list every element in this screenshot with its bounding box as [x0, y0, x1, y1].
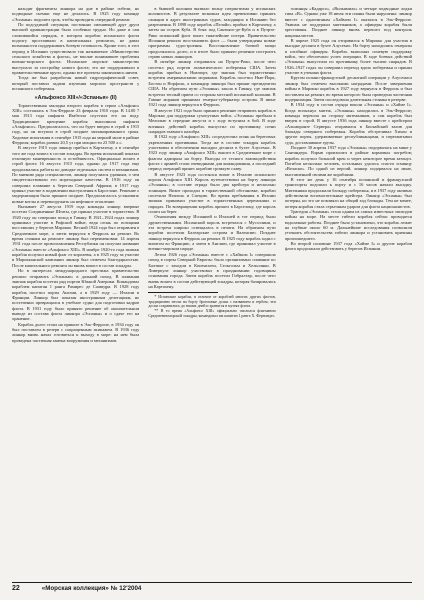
- paragraph: Тогда же был разработан новый гидрографический совет, который поставил задачи изучения морских пространств у испанского побережья.: [12, 75, 140, 92]
- footnote-divider: [148, 292, 218, 293]
- paragraph: Летом 1926 года «Эспанья» вместе с «Хаймом I» совершила поход в порты Северной Европы: было организовано плавание по Балтике с заходом в Копенгаген, Стокгольм и Хельсинки. В Ливерпуле линкор участвовал в праздновании годовщины основания города. Затем корабль посетил Гибралтар, после чего вновь вошел в состав действующей эскадры, которая базировалась на Картахену.: [148, 251, 276, 289]
- paragraph: В августе 1923 года состоялся визит в Италию испанского короля Альфонсо XIII. Король путешествовал на борту линкора «Эспанья»; в составе отряда было два крейсера и несколько эсминцев. Визит проходил в торжественной обстановке, корабли посетили Неаполь и Специю. Во время пребывания в Италии экипаж принимал участие в торжественных церемониях и парадах. По возвращении корабль пришел в Барселону, где король сошел на берег.: [148, 171, 276, 215]
- paragraph: Но в интересах международного престижа правительство решило отправить «Эспанью» в дальний поход. В плавании экипаж корабля посетил ряд портов Южной Америки. Командовал кораблем капитан 1 ранга Рамирес де Сааведра. В 1928 году корабль посетил порты Англии, а в 1929 году — Италии и Франции. Линкор был показан иностранным делегациям, но постепенно превращался в учебное судно для подготовки кадров флота. В 1931 году было принято решение об окончательном выводе из состава флота линкора «Эспанья» и о сдаче его на хранение.: [12, 268, 140, 322]
- footnote: ** В то время «Альфонсо XIII» официально числился флагманом Средиземноморской эскадры; командовал им капитан 1 ранга Х. Фернандес.: [148, 309, 276, 318]
- column-3: [285, 6, 412, 578]
- paragraph: в бывшей колонии вызвало волну патриотизма у испанских колонистов. В результате возникла идея превентивно принять санкции в адрес иностранных судов, заходящих в Испанию без разрешения. В 1898 году корабль «Пелайо» прибыл в Картахену, а затем на остров Куба. В боях под Сантьяго-де-Куба и в Пуэрто-Рико испанский флот понес тяжелейшие потери. Правительство Испании решило восстановить флот — были утверждены новые программы судостроения. Восстановление боевой мощи продолжалось долго, и в итоге было принято решение построить серию новых линкоров.: [148, 6, 276, 60]
- paragraph: находят фрагменты линкора на дне в районе гибели, но подводные съемки еще не делались. В 1925 году команде «Эспаньи» подошел срок, чтобы проводить очередной ремонт.: [12, 6, 140, 22]
- article-body: [12, 6, 412, 578]
- paragraph: В октябре линкор отправился на Пуэрто-Рико, после чего посетил ряд портов атлантического побережья США. Затем корабль прибыл в Ньюпорт, где экипаж был торжественно встречен американскими моряками. Корабль посетил Нью-Йорк, Бостон и Норфолк, а командир линкора был принят президентом США. На обратном пути «Эспанья» зашла в Гавану, где экипаж встретил теплый прием со стороны местной испанской колонии. В Гаване моряков принимал генерал-губернатор острова. В июне 1921 года линкор вернулся в Ферроль.: [148, 59, 276, 108]
- column-1: [12, 6, 139, 578]
- paragraph: Корабль долго стоял на приколе в Эль-Ферроле, в 1934 году он был поставлен в резерв с сокращенным экипажем. В 1936 году линкор вновь начал готовиться к выходу в море: на нем была проведена частичная замена вооружения и механизмов.: [12, 321, 140, 343]
- paragraph: Позднее 30 апреля 1937 года «Эспанья» подорвалась на мине у Сантандера. Взрыв произошел в районе кормовых погребов; корабль получил большой крен и через некоторое время затонул. Погибли несколько человек, остальных удалось спасти эсминцу «Веласко». По одной из версий, линкор подорвался на мине, выставленной своими же кораблями.: [284, 144, 412, 177]
- paragraph: Отношения между Испанией и Италией в тот период были дружественными. Испанский король встречался с Муссолини, и эта встреча широко освещалась в печати. На обратном пути корабли посетили Балеарские острова и Валенсию. Позднее линкор вернулся в Ферроль на ремонт. В 1925 году корабль ходил с визитом во Францию, а затем в Англию, где принимал участие в военно-морском параде.: [148, 214, 276, 252]
- section-heading: «Альфонсо XIII»/«Эспанья» (II): [34, 94, 117, 101]
- paragraph: Трагедия «Эспаньи» стала одним из самых известных эпизодов войны на море. На месте гибели корабля сейчас проводятся водолазные работы. Позднее было установлено, что корабль лежит на глубине около 60 м. Дальнейшие исследования позволили уточнить обстоятельства гибели линкора и установить причины произошедшего.: [284, 209, 412, 241]
- paragraph: В этот же день у 16 сентября испанский и французский транспорты подошли к порту и с 16 часов начали высадку. Мятежники продолжали блокаду побережья, и в 1937 году активно действовали вспомогательные крейсера. Линкор «Эспанья» был потерян, но это не повлияло на общий ход блокады. Тем не менее, потеря корабля стала серьезным ударом для флота националистов.: [284, 177, 412, 209]
- paragraph: Во второй половине 1937 года «Хайме I» и другие корабли флота продолжали действовать у берегов Испании.: [284, 241, 412, 252]
- paragraph: В 1934 году в состав отряда вошли «Эспанья» и «Хайме I». Когда вспыхнул мятеж, «Эспанья» находилась в Эль-Ферроле; команда перешла на сторону мятежников, а сам корабль был введен в строй. В августе 1936 года линкор вместе с крейсером «Альмиранте Сервера» отправился в Бискайский залив для блокады северного побережья. Корабль обстреливал Хихон и другие порты, удерживаемые республиканцами, и перехватывал суда, доставлявшие грузы.: [284, 102, 412, 145]
- paragraph: В августе 1915 года линкор прибыл в Картахену, а в сентябре того же года вошел в состав эскадры. Во время испытаний показал отличную маневренность и остойчивость. Официально вошел в строй флота 16 августа 1915 года, однако до 1917 года еще продолжались работы по доводке отдельных систем и механизмов. По мнению ряда специалистов, линкор получился удачным, о чем свидетельствовали его мореходные качества. В 1916 году он совершил плавание к берегам Северной Африки; в 1917 году принял участие в подавлении выступления в Барселоне. Решение о модернизации было принято позднее. Предполагалось установить новые котлы и перевооружить на нефтяное отопление.: [12, 145, 140, 204]
- paragraph: В 1922 году «Альфонсо XIII» сосредоточил огонь на береговых укреплениях противника. Тогда же в составе эскадры корабль участвовал в обеспечении высадки десанта в бухте Алусемас. В 1923 году линкор «Альфонсо XIII» вышел в Средиземное море с флагом адмирала на борту. Выгоды от тесного взаимодействия флота с армией стали очевидными для командования, а последний период операций принес кораблю громкую славу.: [148, 134, 276, 172]
- paragraph: Кругом испано-французской десантной операции у Алусемаса линкор был отмечен высокими наградами. После завершения войны в Марокко корабль в 1927 году вернулся в Ферроль и был поставлен на ремонт, во время которого была проведена частичная модернизация. Затем последовала длительная стоянка в резерве.: [284, 75, 412, 102]
- paragraph: Вызывает 27 августа 1919 года команды линкор впервые посетил Соединенные Штаты, где принял участие в торжествах. В 1920 году он совершил поход в Гавану. В 1921–1924 годах линкор принимал участие в Рифской войне, ведя огонь по позициям восставших у берегов Марокко. Весной 1924 года был отправлен в Средиземное море, а затем вернулся в Ферроль на ремонт. Во время стоянки на ремонте линкор был переименован: 14 апреля 1931 года после провозглашения Республики он получил название «Эспанья» вместо «Альфонсо XIII». В ноябре 1920-го года экипаж корабля получил новый флаг от королевы, а в 1925 году за участие в Марокканской кампании линкор был отмечен благодарностью. После капитального ремонта он вновь вошел в состав эскадры.: [12, 204, 140, 268]
- paragraph: Торжественная закладка второго корабля в серии «Альфонсо XIII» состоялась в Эль-Ферроле 23 февраля 1910 года. В 14.00 7 мая 1913 года инфанта Изабелла спустила его на воду. Традиционное крещение корабля выполнила инфанта «Альфонсо». Предполагалось, что он будет введен в строй в 1915 году, но он вступил в строй позднее запланированного срока. Ходовые испытания в сентябре 1915 года на мерной миле в районе Ферроля; корабль развил 20,5 уз при мощности 23 500 л.с.: [12, 102, 140, 145]
- page-number: 22: [12, 585, 20, 592]
- paragraph: В апреле 1925 года он отправился в Марокко для участия в высадке десанта в бухте Алусемас. На борту находились генералы и штабные офицеры. Корабль выполнял огневую поддержку войск, что обеспечило успех операции. В ходе боевых действий «Эспанья» выпустила по противнику более тысячи снарядов. В 1926–1927 годах он совершил переход вдоль побережья и принял участие в учениях флота.: [284, 38, 412, 76]
- paragraph: эсминцы «Кадарсо», «Вильямиль» и четыре подводные лодки типа «В». Однако уже 18 июля эти планы были нарушены: линкор вместе с однотипным «Хаймом I» оказался в Эль-Ферроле. Экипаж не поддержал мятежников, а офицеры корабля были арестованы. Позднее линкор вновь перешел под контроль националистов.: [284, 6, 412, 38]
- column-2: [148, 6, 275, 578]
- paragraph: В августе 1921 года было принято решение отправить корабль в Марокко для поддержки сухопутных войск. «Эспанья» прибыла в Мелилью в середине августа и с ходу вступила в бой. В ходе военных действий корабль выпустил по противнику сотни снарядов главного калибра.: [148, 107, 276, 134]
- journal-title: «Морская коллекция» № 12'2004: [41, 585, 142, 592]
- page-footer: [12, 582, 412, 592]
- footnote: * Испанские корабли, в отличие от кораблей многих других флотов, традиционно несли на борту бронзовые доски с названием и гербом; эти доски сохранились до наших дней и хранятся в музеях флота.: [148, 295, 276, 309]
- paragraph: По подсудимой ситуации, постоянно сменяющей друг друга высокой администрации было особенно трудно. Но даже и сам сложившийся порядок, в котором корабли испанского флота подолгу простаивали в капитальных ремонтах, не давал возможности поддерживать боевую готовность. Кроме того, в этот период в Испании существовало так называемое «Министерство сельского хозяйства и флота», не вполне понимавшее проблемы военно-морского флота. Испанское морское министерство выступало за постройку нового флота; это же поддерживали и правительственные круги, однако все проекты закончились ничем.: [12, 22, 140, 76]
